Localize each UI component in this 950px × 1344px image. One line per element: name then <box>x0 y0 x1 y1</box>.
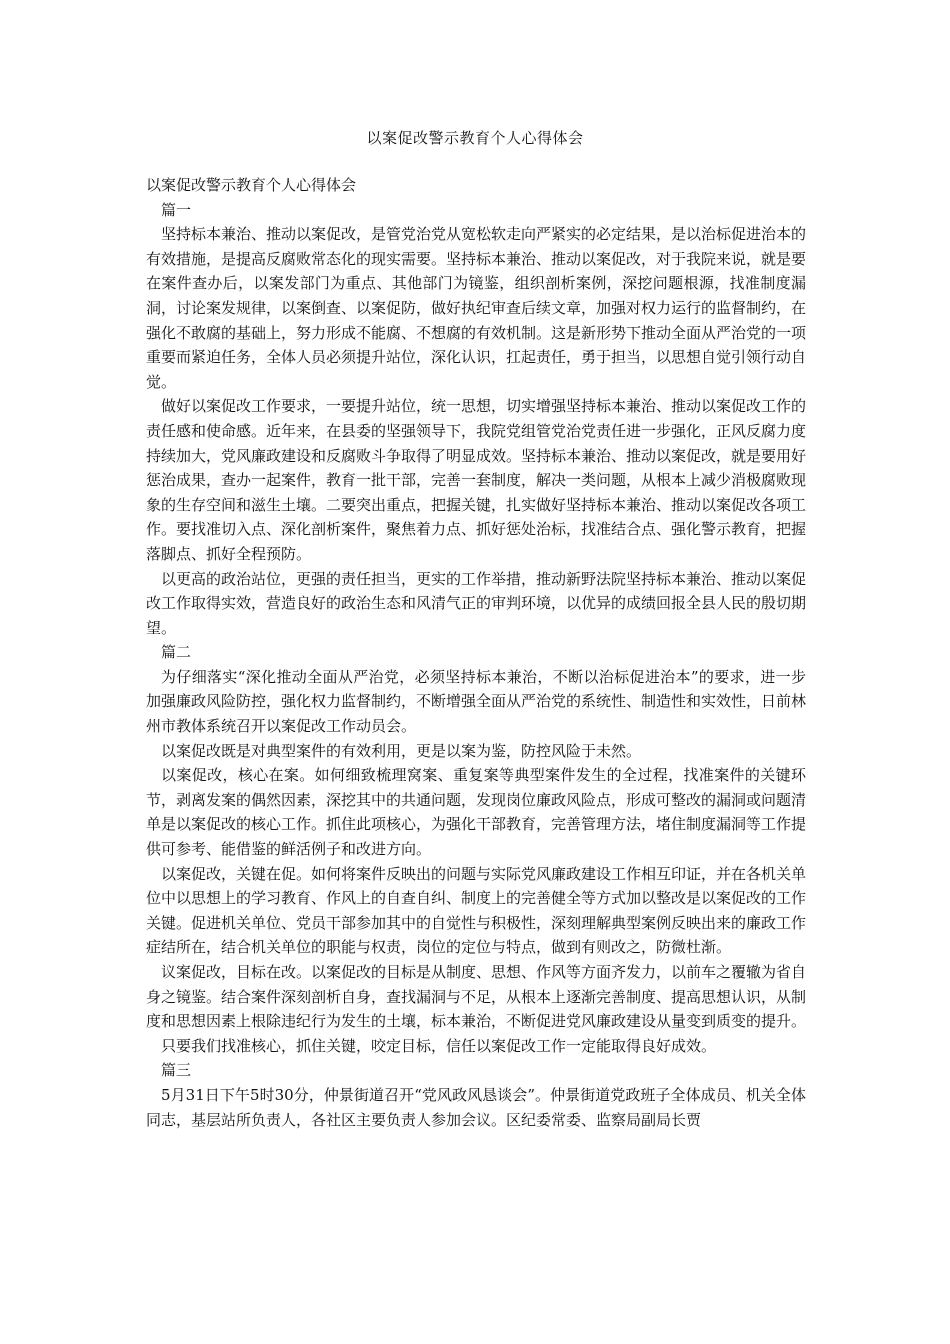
paragraph: 以案促改既是对典型案件的有效利用，更是以案为鉴，防控风险于未然。 <box>161 741 642 760</box>
paragraph: 以案促改，关键在促。如何将案件反映出的问题与实际党风廉政建设工作相互印证，并在各机关单位中以思想上的学习教育、作风上的自查自纠、制度上的完善健全等方式加以整改是以案促改的工作关键。促进机关单位、党员干部参加其中的自觉性与积极性，深刻理解典型案例反映出来的廉政工作症结所在，结合机关单位的职能与权责，岗位的定位与特点，做到有则改之，防微杜渐。 <box>146 864 807 957</box>
document-title: 以案促改警示教育个人心得体会 <box>366 129 584 147</box>
section-label: 篇二 <box>161 643 192 662</box>
paragraph: 为仔细落实“深化推动全面从严治党，必须坚持标本兼治，不断以治标促进治本”的要求，进一步加强廉政风险防控，强化权力监督制约，不断增强全面从严治党的系统性、制造性和实效性，日前林州市教体系统召开以案促改工作动员会。 <box>146 667 807 736</box>
document-body <box>146 173 806 1132</box>
paragraph: 做好以案促改工作要求，一要提升站位，统一思想，切实增强坚持标本兼治、推动以案促改工作的责任感和使命感。近年来，在县委的坚强领导下，我院党组管党治党责任进一步强化，正风反腐力度持续加大，党风廉政建设和反腐败斗争取得了明显成效。坚持标本兼治、推动以案促改，就是要用好惩治成果，查办一起案件，教育一批干部，完善一套制度，解决一类问题，从根本上减少消极腐败现象的生存空间和滋生土壤。二要突出重点，把握关键，扎实做好坚持标本兼治、推动以案促改各项工作。要找准切入点、深化剖析案件，聚焦着力点、抓好惩处治标，找准结合点、强化警示教育，把握落脚点、抓好全程预防。 <box>146 397 807 563</box>
paragraph: 只要我们找准核心，抓住关键，咬定目标，信任以案促改工作一定能取得良好成效。 <box>161 1036 717 1055</box>
paragraph: 以案促改，核心在案。如何细致梳理窝案、重复案等典型案件发生的全过程，找准案件的关键环节，剥离发案的偶然因素，深挖其中的共通问题，发现岗位廉政风险点，形成可整改的漏洞或问题清单是以案促改的核心工作。抓住此项核心，为强化干部教育，完善管理方法，堵住制度漏洞等工作提供可参考、能借鉴的鲜活例子和改进方向。 <box>146 766 807 859</box>
paragraph: 以更高的政治站位，更强的责任担当，更实的工作举措，推动新野法院坚持标本兼治、推动以案促改工作取得实效，营造良好的政治生态和风清气正的审判环境，以优异的成绩回报全县人民的殷切期望。 <box>146 569 807 637</box>
paragraph: 5月31日下午5时30分，仲景街道召开“党风政风恳谈会”。仲景街道党政班子全体成员、机关全体同志，基层站所负责人，各社区主要负责人参加会议。区纪委常委、监察局副局长贾 <box>146 1085 806 1129</box>
paragraph: 议案促改，目标在改。以案促改的目标是从制度、思想、作风等方面齐发力，以前车之覆辙为省自身之镜鉴。结合案件深刻剖析自身，查找漏洞与不足，从根本上逐渐完善制度、提高思想认识，从制度和思想因素上根除违纪行为发生的土壤，标本兼治，不断促进党风廉政建设从量变到质变的提升。 <box>146 963 807 1031</box>
section-label: 篇一 <box>161 200 192 219</box>
section-label: 篇三 <box>161 1061 192 1080</box>
paragraph: 坚持标本兼治、推动以案促改，是管党治党从宽松软走向严紧实的必定结果，是以治标促进治本的有效措施，是提高反腐败常态化的现实需要。坚持标本兼治、推动以案促改，对于我院来说，就是要在案件查办后，以案发部门为重点、其他部门为镜鉴，组织剖析案例，深挖问题根源，找准制度漏洞，讨论案发规律，以案倒查、以案促防，做好执纪审查后续文章，加强对权力运行的监督制约，在强化不敢腐的基础上，努力形成不能腐、不想腐的有效机制。这是新形势下推动全面从严治党的一项重要而紧迫任务，全体人员必须提升站位，深化认识，扛起责任，勇于担当，以思想自觉引领行动自觉。 <box>146 225 807 391</box>
document-subtitle: 以案促改警示教育个人心得体会 <box>146 176 357 194</box>
